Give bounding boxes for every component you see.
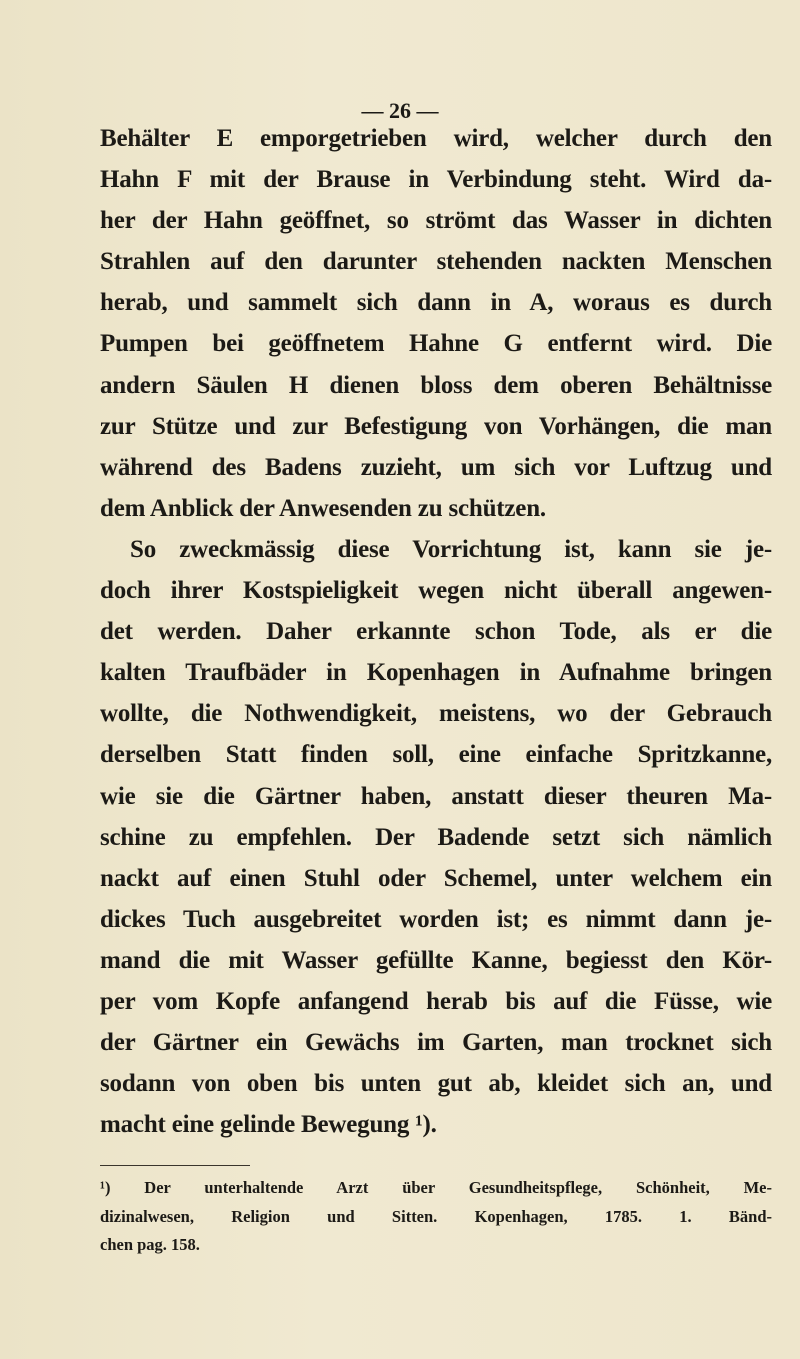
text-line: mand die mit Wasser gefüllte Kanne, begiesst den Kör- [100,946,772,974]
footnote-divider [100,1165,250,1166]
text-line: Hahn F mit der Brause in Verbindung steht. Wird da- [100,166,772,194]
footnote-line: chen pag. 158. [100,1235,200,1254]
text-line: sodann von oben bis unten gut ab, kleidet sich an, und [100,1070,772,1098]
text-line: andern Säulen H dienen bloss dem oberen Behältnisse [100,371,772,399]
text-line: wie sie die Gärtner haben, anstatt dieser theuren Ma- [100,782,772,810]
text-line: dickes Tuch ausgebreitet worden ist; es nimmt dann je- [100,905,772,933]
footnote [100,1174,772,1260]
text-line: zur Stütze und zur Befestigung von Vorhängen, die man [100,412,772,440]
footnote-line: ¹) Der unterhaltende Arzt über Gesundheitspflege, Schönheit, Me- [100,1178,772,1197]
body-text [100,118,772,1145]
text-line: Pumpen bei geöffnetem Hahne G entfernt wird. Die [100,330,772,358]
text-line: der Gärtner ein Gewächs im Garten, man trocknet sich [100,1029,772,1057]
text-line: schine zu empfehlen. Der Badende setzt sich nämlich [100,823,772,851]
text-line: wollte, die Nothwendigkeit, meistens, wo der Gebrauch [100,700,772,728]
text-line: her der Hahn geöffnet, so strömt das Wasser in dichten [100,207,772,235]
text-line: kalten Traufbäder in Kopenhagen in Aufnahme bringen [100,659,772,687]
text-line: macht eine gelinde Bewegung ¹). [100,1111,437,1139]
text-line: doch ihrer Kostspieligkeit wegen nicht überall angewen- [100,577,772,605]
text-line: det werden. Daher erkannte schon Tode, als er die [100,618,772,646]
text-line: dem Anblick der Anwesenden zu schützen. [100,494,546,522]
footnote-line: dizinalwesen, Religion und Sitten. Kopenhagen, 1785. 1. Bänd- [100,1206,772,1226]
text-line: Strahlen auf den darunter stehenden nackten Menschen [100,248,772,276]
text-line: während des Badens zuzieht, um sich vor Luftzug und [100,453,772,481]
text-line: per vom Kopfe anfangend herab bis auf die Füsse, wie [100,987,772,1015]
text-line: So zweckmässig diese Vorrichtung ist, kann sie je- [130,535,772,563]
page-number: — 26 — [361,98,439,123]
text-line: derselben Statt finden soll, eine einfache Spritzkanne, [100,741,772,769]
text-line: Behälter E emporgetrieben wird, welcher durch den [100,125,772,152]
text-line: nackt auf einen Stuhl oder Schemel, unter welchem ein [100,864,772,892]
text-line: herab, und sammelt sich dann in A, woraus es durch [100,289,772,317]
